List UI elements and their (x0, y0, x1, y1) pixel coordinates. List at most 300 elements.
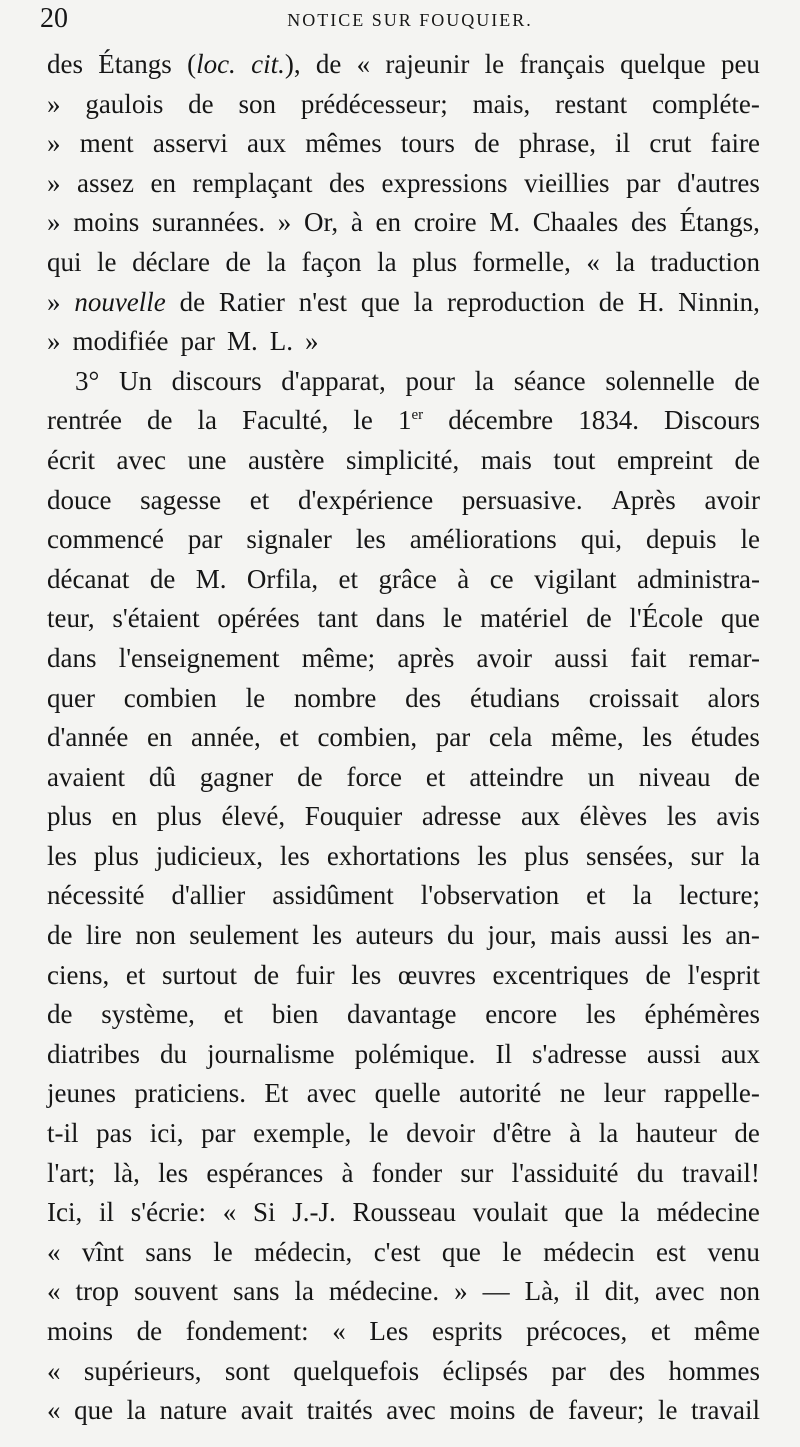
word: » (47, 128, 61, 159)
word: administra- (636, 563, 760, 594)
word: davantage (347, 999, 457, 1030)
word: quelle (374, 1078, 441, 1109)
word: simplicité, (346, 444, 460, 475)
word: autorité (458, 1078, 542, 1109)
word: niveau (638, 761, 711, 792)
word: en (146, 722, 173, 753)
text-line (47, 1392, 760, 1432)
word: une (187, 444, 227, 475)
word: son (238, 88, 276, 119)
word: trop (75, 1276, 119, 1307)
word: de (149, 563, 176, 594)
word: l'esprit (687, 959, 760, 990)
word: Il (495, 1038, 512, 1069)
word: vigilant (534, 563, 617, 594)
word: même, (550, 722, 624, 753)
word: il (98, 1197, 114, 1228)
word: les (642, 722, 673, 753)
word: il (615, 128, 631, 159)
word: le (245, 682, 266, 713)
word: leur (603, 1078, 646, 1109)
word: sensées, (585, 840, 674, 871)
text-line (47, 244, 760, 284)
word: de (598, 286, 625, 317)
word: commencé (47, 524, 164, 555)
word: s'adresse (532, 1038, 627, 1069)
text-line (47, 1273, 760, 1313)
word: assidûment (272, 880, 394, 911)
word: aux (521, 801, 561, 832)
word: médecin, (254, 1236, 353, 1267)
word: « (47, 1395, 61, 1426)
word: le (740, 524, 760, 555)
word: là, (113, 1157, 140, 1188)
word: aussi (646, 1038, 701, 1069)
word: grâce (378, 563, 437, 594)
text-line (47, 600, 760, 640)
word: des (47, 49, 83, 79)
word: alors (707, 682, 760, 713)
word: avoir (476, 642, 533, 673)
word: de (47, 920, 73, 951)
word: peu (720, 49, 760, 79)
word: Les (369, 1316, 409, 1346)
word: par (187, 524, 223, 555)
word: Et (264, 1078, 289, 1109)
word: les (585, 999, 616, 1030)
word: élèves (579, 801, 648, 832)
word: combien (123, 682, 217, 713)
word: encore (485, 999, 558, 1030)
word: il (574, 1276, 590, 1307)
text-line (47, 640, 760, 680)
word: remar- (688, 642, 760, 673)
word: sans (145, 1236, 192, 1267)
page-header (40, 2, 760, 36)
word: plus (412, 246, 458, 277)
word: depuis (645, 524, 717, 555)
word: le (369, 1118, 389, 1149)
word: tours (400, 128, 455, 159)
word: le (353, 405, 373, 436)
word: à (341, 1157, 354, 1188)
word: la (377, 246, 397, 277)
word: l'observation (420, 880, 560, 911)
word: 1er (397, 405, 424, 436)
word: phrase, (518, 128, 596, 159)
word: la (294, 1276, 314, 1307)
word: exemple, (253, 1118, 352, 1149)
word: aux (720, 1038, 760, 1069)
word: la (615, 246, 635, 277)
word: souvent (133, 1276, 218, 1307)
word: ici, (149, 1118, 184, 1149)
word: est (656, 1236, 687, 1267)
word: de (315, 49, 342, 79)
word: sont (224, 1355, 270, 1386)
word: les (681, 920, 712, 951)
word: douce (47, 484, 112, 515)
word: espérances (206, 1157, 324, 1188)
word: à (350, 207, 363, 238)
word: » (47, 286, 61, 317)
word: Or, (303, 207, 339, 238)
word: t-il (47, 1118, 79, 1149)
word: faire (710, 128, 760, 159)
word: et (338, 563, 359, 594)
word: « (332, 1316, 346, 1346)
word: de (136, 1316, 163, 1346)
word: par (626, 167, 661, 198)
word: « (47, 1276, 61, 1307)
word: et (586, 880, 606, 911)
word: la (266, 246, 287, 277)
word: d'apparat, (281, 365, 386, 396)
text-line (47, 838, 760, 878)
word: améliorations (409, 524, 557, 555)
text-line (47, 402, 760, 442)
word: Là, (524, 1276, 560, 1307)
word: plus (93, 840, 139, 871)
word: 3° (75, 365, 100, 396)
word: seulement (189, 920, 299, 951)
word: décanat (47, 563, 130, 594)
word: nombre (293, 682, 377, 713)
word: de (147, 405, 173, 436)
word: assez (77, 167, 134, 198)
word: nécessité (47, 880, 145, 911)
word: élevé, (221, 801, 286, 832)
word: le (657, 1395, 678, 1426)
word: fondement: (185, 1316, 309, 1346)
word: le (97, 246, 117, 277)
text-line (47, 1313, 760, 1353)
word: même; (301, 642, 376, 673)
word: précoces, (526, 1316, 628, 1346)
word: Faculté, (242, 405, 329, 436)
word: » (47, 88, 61, 119)
word: avoir (704, 484, 760, 515)
text-line (47, 86, 760, 126)
word: de (253, 959, 280, 990)
word: L. (269, 326, 293, 357)
word: dû (148, 761, 176, 792)
word: » (277, 207, 292, 238)
word: de (528, 1395, 555, 1426)
word: non (135, 920, 176, 951)
word: les (279, 840, 310, 871)
word: cela (488, 722, 533, 753)
word: de (734, 1118, 760, 1149)
word: travail! (681, 1157, 760, 1188)
word: « (222, 1197, 237, 1228)
word: année, (191, 722, 261, 753)
word: à (569, 1118, 582, 1149)
word: de (734, 365, 760, 396)
word: par (201, 1118, 236, 1149)
word: Ratier (218, 286, 285, 317)
word: avait (240, 1395, 294, 1426)
word: « (47, 1355, 61, 1386)
word: aussi (554, 642, 609, 673)
word: austère (248, 444, 325, 475)
word: an- (725, 920, 760, 951)
word: jeunes (47, 1078, 116, 1109)
text-line (47, 165, 760, 205)
word: d'expérience (297, 484, 434, 515)
word: signaler (246, 524, 332, 555)
word: des (405, 682, 442, 713)
word: Ninnin, (678, 286, 760, 317)
word: pour (405, 365, 455, 396)
word: mais (550, 920, 602, 951)
word: en (375, 207, 401, 238)
word: » (47, 326, 61, 357)
text-line (47, 363, 760, 403)
word: un (587, 761, 615, 792)
text-line (47, 917, 760, 957)
word: moins (449, 1395, 516, 1426)
word: d'année (47, 722, 129, 753)
word: que (360, 286, 400, 317)
word: du (160, 1038, 188, 1069)
word: la (197, 405, 218, 436)
text-line (47, 798, 760, 838)
text-line (47, 759, 760, 799)
text-line (47, 680, 760, 720)
word: Après (611, 484, 676, 515)
word: diatribes (47, 1038, 140, 1069)
word: polémique. (354, 1038, 476, 1069)
word: Étangs, (679, 207, 760, 238)
word: Ici, (47, 1197, 83, 1228)
word: en (111, 801, 138, 832)
word: compléte- (651, 88, 760, 119)
word: prédécesseur; (300, 88, 448, 119)
text-line (47, 1036, 760, 1076)
word: » (47, 167, 61, 198)
word: tant (317, 603, 358, 634)
word: éphémères (644, 999, 760, 1030)
word: non (719, 1276, 760, 1307)
word: avec (116, 444, 166, 475)
word: faveur; (567, 1395, 645, 1426)
word: pas (96, 1118, 133, 1149)
word: quelque (620, 49, 706, 79)
text-line (47, 125, 760, 165)
text-line (47, 1155, 760, 1195)
word: discours (171, 365, 262, 396)
word: études (690, 722, 760, 753)
word: plus (524, 840, 570, 871)
word: que (441, 1236, 481, 1267)
word: dit, (604, 1276, 641, 1307)
word: le (502, 1236, 522, 1267)
word: ciens, (47, 959, 110, 990)
word: quer (47, 682, 95, 713)
text-line (47, 996, 760, 1036)
word: auteurs (355, 920, 434, 951)
word: rajeunir (385, 49, 470, 79)
word: de (734, 444, 760, 475)
word: persuasive. (461, 484, 583, 515)
word: décembre (448, 405, 554, 436)
word: que (720, 603, 760, 634)
word: sans (232, 1276, 280, 1307)
word: devoir (406, 1118, 476, 1149)
word: Chaales (532, 207, 619, 238)
word: moins (47, 1316, 114, 1346)
word: séance (513, 365, 586, 396)
word: mais (480, 444, 532, 475)
word: et (650, 1316, 671, 1346)
word: adresse (421, 801, 502, 832)
word: rappelle- (663, 1078, 760, 1109)
word: H. (638, 286, 665, 317)
word: hommes (668, 1355, 760, 1386)
word: Orfila, (246, 563, 319, 594)
text-line (47, 323, 760, 363)
text-line (47, 521, 760, 561)
word: et (425, 761, 446, 792)
word: la (632, 880, 653, 911)
word: traduction (650, 246, 760, 277)
word: médecin (543, 1236, 635, 1267)
body-text (47, 46, 760, 1432)
word: force (346, 761, 402, 792)
word: vînt (81, 1236, 124, 1267)
word: du (636, 1157, 664, 1188)
word: en (150, 167, 177, 198)
word: sur (690, 840, 724, 871)
word: que (564, 1197, 604, 1228)
word: lecture; (679, 880, 760, 911)
word: plus (47, 801, 93, 832)
word: » (304, 326, 319, 357)
word: avec (386, 1395, 436, 1426)
word: l'enseignement (118, 642, 280, 673)
word: médecine. (328, 1276, 440, 1307)
word: exhortations (326, 840, 461, 871)
word: n'est (298, 286, 348, 317)
word: d'allier (171, 880, 246, 911)
word: les (312, 920, 343, 951)
word: les (158, 1157, 189, 1188)
word: » (454, 1276, 468, 1307)
word: reproduction (446, 286, 585, 317)
word: sur (460, 1157, 494, 1188)
word: voulait (472, 1197, 548, 1228)
word: matériel (480, 603, 569, 634)
word: d'être (492, 1118, 552, 1149)
word: l'École (629, 603, 704, 634)
word: des (630, 207, 667, 238)
word: la (474, 365, 495, 396)
word: praticiens. (134, 1078, 247, 1109)
word: les (666, 801, 697, 832)
text-line (47, 442, 760, 482)
word: supérieurs, (83, 1355, 202, 1386)
text-line (47, 204, 760, 244)
word: s'écrie: (130, 1197, 207, 1228)
word: solennelle (605, 365, 715, 396)
text-line (47, 46, 760, 86)
word: Étangs (98, 49, 172, 79)
word: expressions (381, 167, 508, 198)
word: les (355, 524, 386, 555)
word: médecine (656, 1197, 760, 1228)
word: avis (716, 801, 760, 832)
text-line (47, 561, 760, 601)
word: aussi (614, 920, 669, 951)
word: « (47, 1236, 61, 1267)
word: et (125, 959, 146, 990)
text-line (47, 1194, 760, 1234)
word: de (297, 761, 323, 792)
word: remplaçant (192, 167, 313, 198)
word: et (249, 484, 270, 515)
word: que (74, 1395, 114, 1426)
word: journalisme (207, 1038, 335, 1069)
text-line (47, 284, 760, 324)
word: rentrée (47, 405, 122, 436)
word: croire (413, 207, 477, 238)
word: hauteur (635, 1118, 717, 1149)
text-line (47, 719, 760, 759)
word: venu (707, 1236, 760, 1267)
word: esprits (432, 1316, 503, 1346)
word: J.-J. (292, 1197, 336, 1228)
word: et (279, 722, 299, 753)
word: vieillies (524, 167, 610, 198)
word: éclipsés (442, 1355, 529, 1386)
word: et (223, 999, 244, 1030)
word: teur, (47, 603, 95, 634)
word: de (586, 603, 612, 634)
word: qui (47, 246, 82, 277)
word: judicieux, (155, 840, 264, 871)
word: M. (489, 207, 521, 238)
word: opérées (217, 603, 300, 634)
word: dans (375, 603, 426, 634)
word: sagesse (140, 484, 222, 515)
word: ce (489, 563, 514, 594)
word: Fouquier (304, 801, 403, 832)
word: cit.), (251, 49, 301, 79)
word: la (598, 1118, 619, 1149)
word: traités (306, 1395, 373, 1426)
word: « (586, 246, 600, 277)
word: le (484, 49, 505, 79)
word: la (126, 1395, 147, 1426)
word: travail (691, 1395, 760, 1426)
word: fonder (371, 1157, 443, 1188)
text-line (47, 1234, 760, 1274)
text-line (47, 482, 760, 522)
word: fuir (295, 959, 335, 990)
word: qui, (580, 524, 622, 555)
word: des (609, 1355, 646, 1386)
word: jour, (487, 920, 537, 951)
word: d'autres (677, 167, 760, 198)
word: par (551, 1355, 586, 1386)
word: mêmes (305, 128, 382, 159)
word: de (47, 999, 73, 1030)
word: atteindre (469, 761, 564, 792)
word: de (645, 959, 671, 990)
word: les (351, 959, 382, 990)
word: aux (247, 128, 287, 159)
